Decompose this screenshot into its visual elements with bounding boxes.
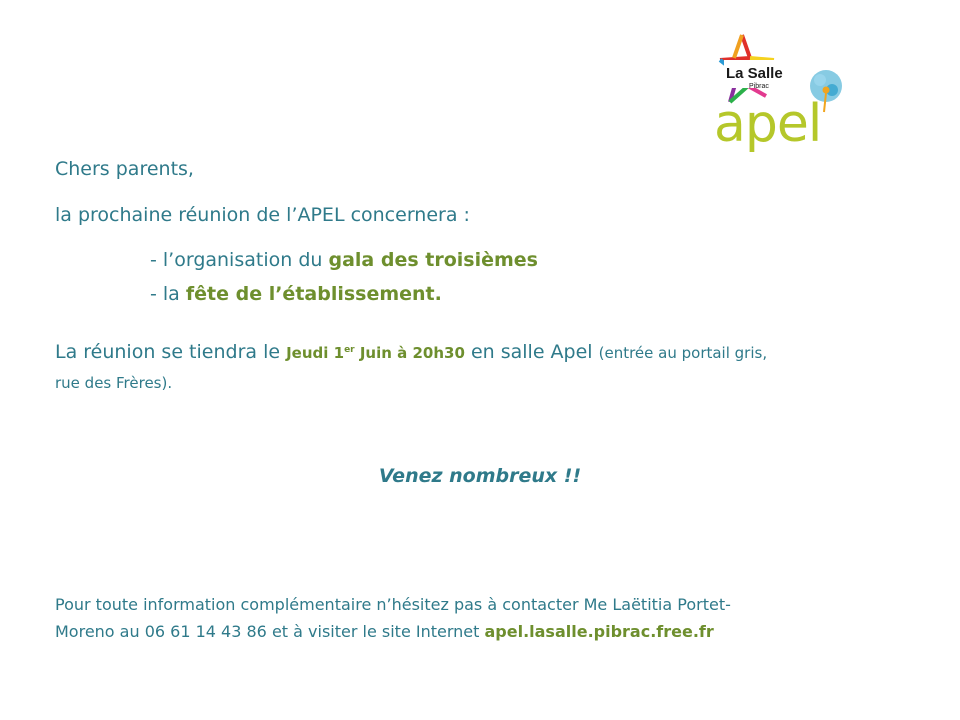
apel-wordmark: apel — [714, 94, 822, 154]
footer-line-2 — [55, 622, 714, 641]
meeting-date — [286, 344, 465, 362]
website-link[interactable]: apel.lasalle.pibrac.free.fr — [484, 622, 714, 641]
meeting-time: Juin à 20h30 — [354, 344, 465, 362]
footer-line-1: Pour toute information complémentaire n’hésitez pas à contacter Me Laëtitia Portet- — [55, 595, 731, 614]
greeting: Chers parents, — [55, 158, 194, 180]
footer-contact: Moreno au 06 61 14 43 86 et à visiter le site Internet — [55, 622, 485, 641]
agenda-item-fete — [150, 283, 442, 305]
meeting-day-suffix: er — [344, 345, 355, 355]
meeting-details — [55, 341, 767, 363]
meeting-place: en salle Apel — [464, 341, 599, 363]
school-town: Pibrac — [749, 83, 769, 90]
agenda-item-prefix: - l’organisation du — [150, 249, 329, 271]
intro-line: la prochaine réunion de l’APEL concernera : — [55, 204, 470, 226]
meeting-day: Jeudi 1 — [286, 344, 345, 362]
agenda-item-highlight: fête de l’établissement. — [185, 283, 442, 305]
call-to-action: Venez nombreux !! — [378, 465, 582, 487]
agenda-item-highlight: gala des troisièmes — [328, 249, 538, 271]
meeting-street: rue des Frères). — [55, 374, 173, 392]
meeting-entrance: (entrée au portail gris, — [598, 344, 768, 362]
agenda-item-prefix: - la — [150, 283, 186, 305]
meeting-prefix: La réunion se tiendra le — [55, 341, 287, 363]
agenda-item-gala — [150, 249, 538, 271]
school-name: La Salle — [726, 65, 783, 82]
apel-lasalle-logo — [700, 30, 860, 190]
